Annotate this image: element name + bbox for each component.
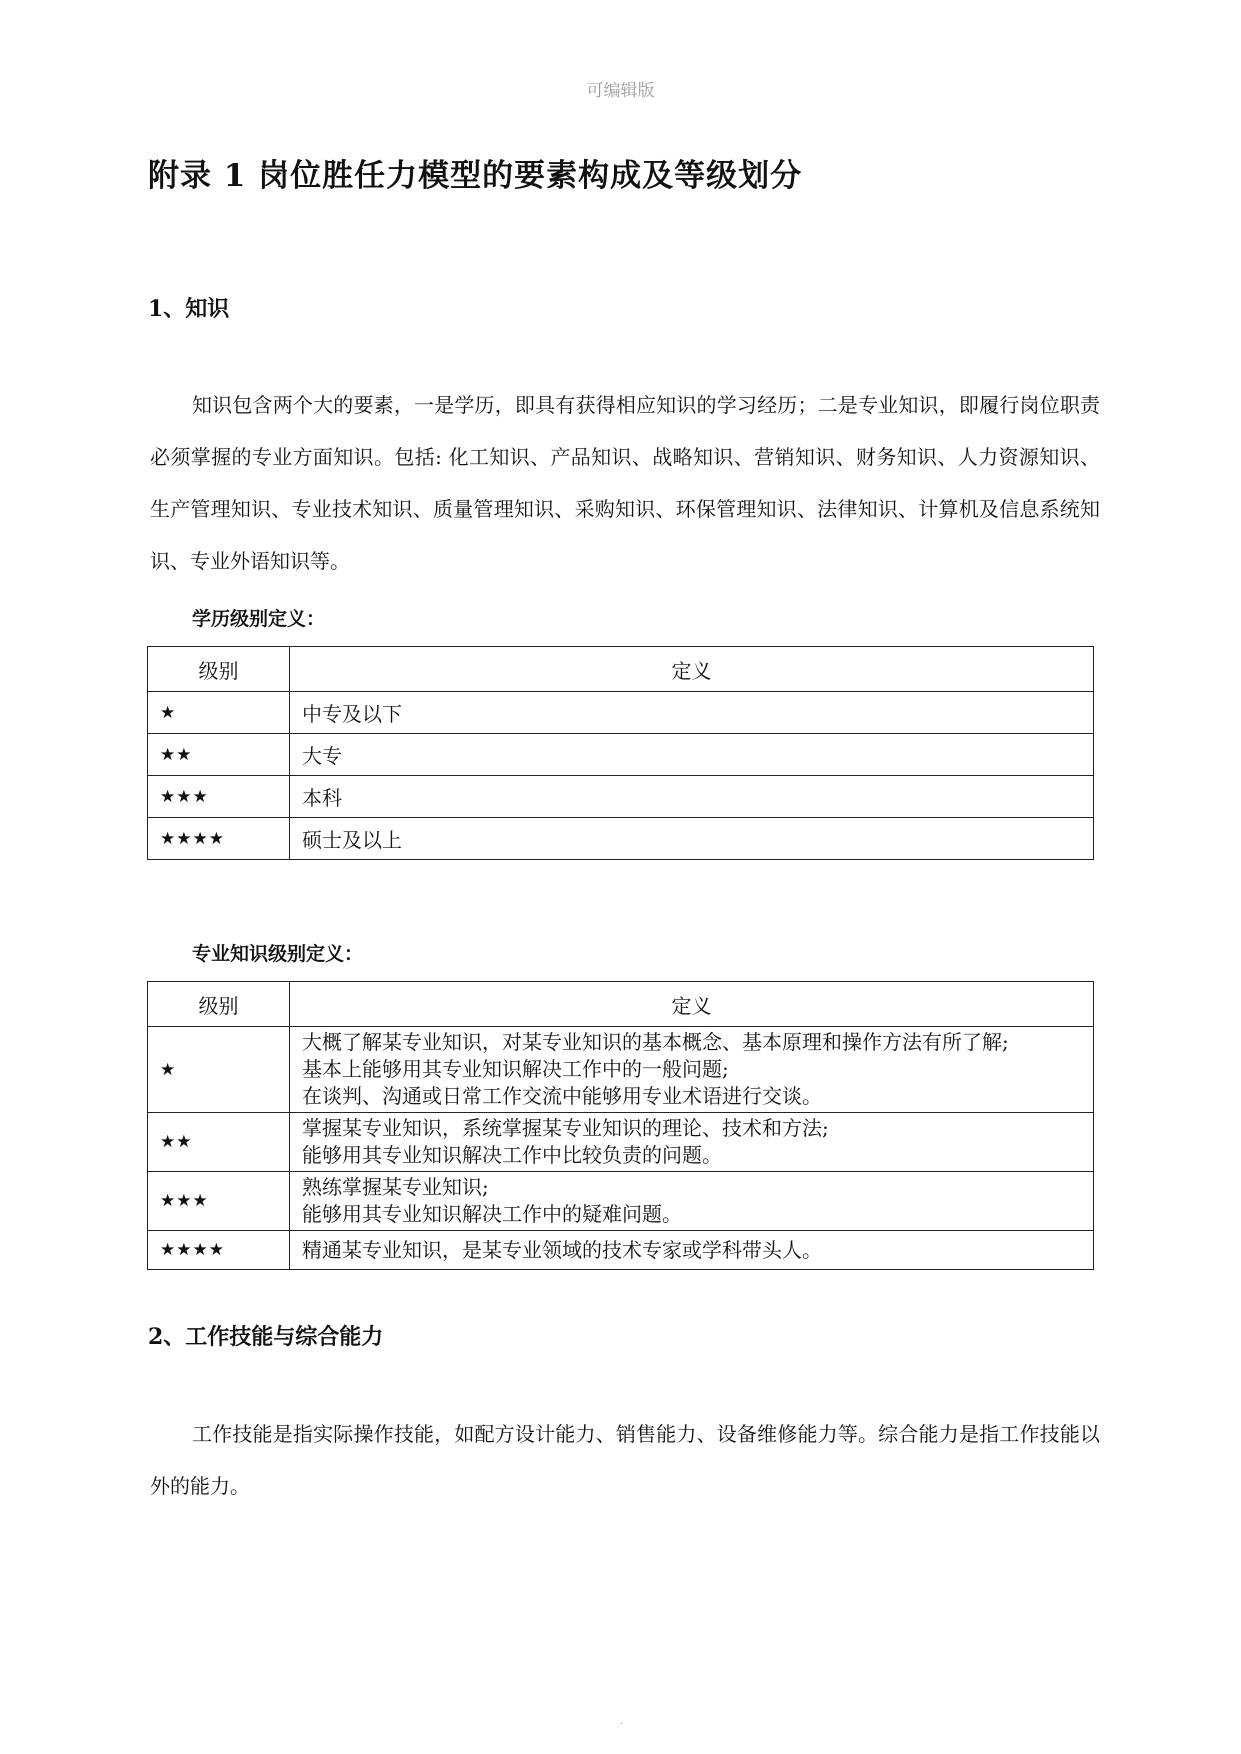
section-2-heading: 2、工作技能与综合能力 [148,1324,384,1350]
definition-line: 基本上能够用其专业知识解决工作中的一般问题; [302,1057,729,1081]
level-stars: ★★★★ [148,1231,290,1270]
document-title: 附录 1 岗位胜任力模型的要素构成及等级划分 [148,158,803,194]
level-definition: 中专及以下 [290,692,1094,734]
table-header-row [148,982,1094,1027]
level-definition: 本科 [290,776,1094,818]
definition-line: 能够用其专业知识解决工作中的疑难问题。 [302,1202,682,1226]
level-stars: ★ [148,692,290,734]
table-header-row [148,647,1094,692]
table-row [148,1027,1094,1113]
section-1-paragraph: 知识包含两个大的要素，一是学历，即具有获得相应知识的学习经历；二是专业知识，即履行岗位职责必须掌握的专业方面知识。包括: 化工知识、产品知识、战略知识、营销知识、财务知识、人力资源知识、生产管理知识、专业技术知识、质量管理知识、采购知识、环保管理知识、法律知识、计算机及信息系统知识、专业外语知识等。 [150,393,1100,573]
level-definition: 硕士及以上 [290,818,1094,860]
definition-line: 熟练掌握某专业知识; [302,1175,489,1199]
table-row [148,734,1094,776]
level-definition [290,1027,1094,1113]
level-stars: ★★★ [148,776,290,818]
definition-line: 在谈判、沟通或日常工作交流中能够用专业术语进行交谈。 [302,1084,822,1108]
level-stars: ★★★★ [148,818,290,860]
definition-line: 掌握某专业知识，系统掌握某专业知识的理论、技术和方法; [302,1116,829,1140]
definition-line: 精通某专业知识，是某专业领域的技术专家或学科带头人。 [302,1237,822,1262]
section-1-heading: 1、知识 [148,296,230,322]
table-row [148,1231,1094,1270]
level-stars: ★★ [148,734,290,776]
section-2-paragraph: 工作技能是指实际操作技能，如配方设计能力、销售能力、设备维修能力等。综合能力是指工作技能以外的能力。 [150,1422,1100,1498]
page-header-note: 可编辑版 [586,81,655,101]
level-stars: ★ [148,1027,290,1113]
definition-column-header: 定义 [290,982,1094,1027]
level-stars: ★★ [148,1113,290,1172]
definition-line: 大概了解某专业知识，对某专业知识的基本概念、基本原理和操作方法有所了解; [302,1030,1009,1054]
level-definition [290,1231,1094,1270]
table-row [148,692,1094,734]
footer-mark: . [620,1716,624,1727]
definition-line: 能够用其专业知识解决工作中比较负责的问题。 [302,1143,722,1167]
edu-level-table [147,646,1094,860]
edu-table-caption: 学历级别定义： [192,608,326,630]
level-stars: ★★★ [148,1172,290,1231]
level-column-header: 级别 [148,982,290,1027]
pro-knowledge-level-table [147,981,1094,1270]
definition-column-header: 定义 [290,647,1094,692]
level-definition [290,1113,1094,1172]
level-column-header: 级别 [148,647,290,692]
table-row [148,818,1094,860]
table-row [148,1172,1094,1231]
level-definition: 大专 [290,734,1094,776]
table-row [148,1113,1094,1172]
table-row [148,776,1094,818]
level-definition [290,1172,1094,1231]
pro-table-caption: 专业知识级别定义： [192,943,364,965]
